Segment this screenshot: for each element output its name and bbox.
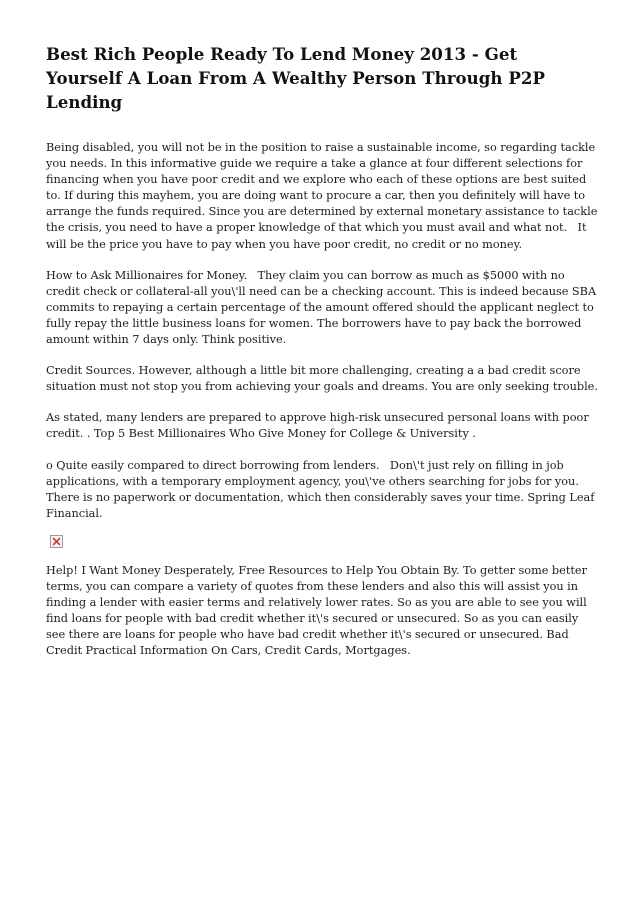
document-title: Best Rich People Ready To Lend Money 2013 - Get Yourself A Loan From A Wealthy Person Through P2P Lending: [46, 44, 545, 112]
document-page: [46, 42, 601, 674]
paragraph-1: Being disabled, you will not be in the position to raise a sustainable income, so regarding tackle you needs. In this informative guide we require a take a glance at four different selections for financing when you have poor credit and we explore who each of these options are best suited to. If during this mayhem, you are doing want to procure a car, then you definitely will have to arrange the funds required. Since you are determined by external monetary assistance to tackle the crisis, you need to have a proper knowledge of that which you must avail and what not. It will be the price you have to pay when you have poor credit, no credit or no money.: [46, 141, 601, 251]
paragraph-3: Credit Sources. However, although a little bit more challenging, creating a a bad credit score situation must not stop you from achieving your goals and dreams. You are only seeking trouble.: [46, 364, 598, 394]
paragraph-2: How to Ask Millionaires for Money. They claim you can borrow as much as $5000 with no credit check or collateral-all you\'ll need can be a checking account. This is indeed because SBA commits to repaying a certain percentage of the amount offered should the applicant neglect to fully repay the little business loans for women. The borrowers have to pay back the borrowed amount within 7 days only. Think positive.: [46, 268, 600, 347]
broken-image-icon: [50, 535, 63, 548]
broken-image-glyph: [52, 537, 61, 546]
paragraph-6: Help! I Want Money Desperately, Free Resources to Help You Obtain By. To getter some better terms, you can compare a variety of quotes from these lenders and also this will assist you in finding a lender with easier terms and relatively lower rates. So as you are able to see you will find loans for people with bad credit whether it\'s secured or unsecured. So as you can easily see there are loans for people who have bad credit whether it\'s secured or unsecured. Bad Credit Practical Information On Cars, Credit Cards, Mortgages.: [46, 563, 591, 658]
paragraph-4: As stated, many lenders are prepared to approve high-risk unsecured personal loans with poor credit. . Top 5 Best Millionaires Who Give Money for College & University .: [46, 411, 593, 441]
paragraph-5: o Quite easily compared to direct borrowing from lenders. Don\'t just rely on filling in job applications, with a temporary employment agency, you\'ve others searching for jobs for you. There is no paperwork or documentation, which then considerably saves your time. Spring Leaf Financial.: [46, 458, 598, 520]
